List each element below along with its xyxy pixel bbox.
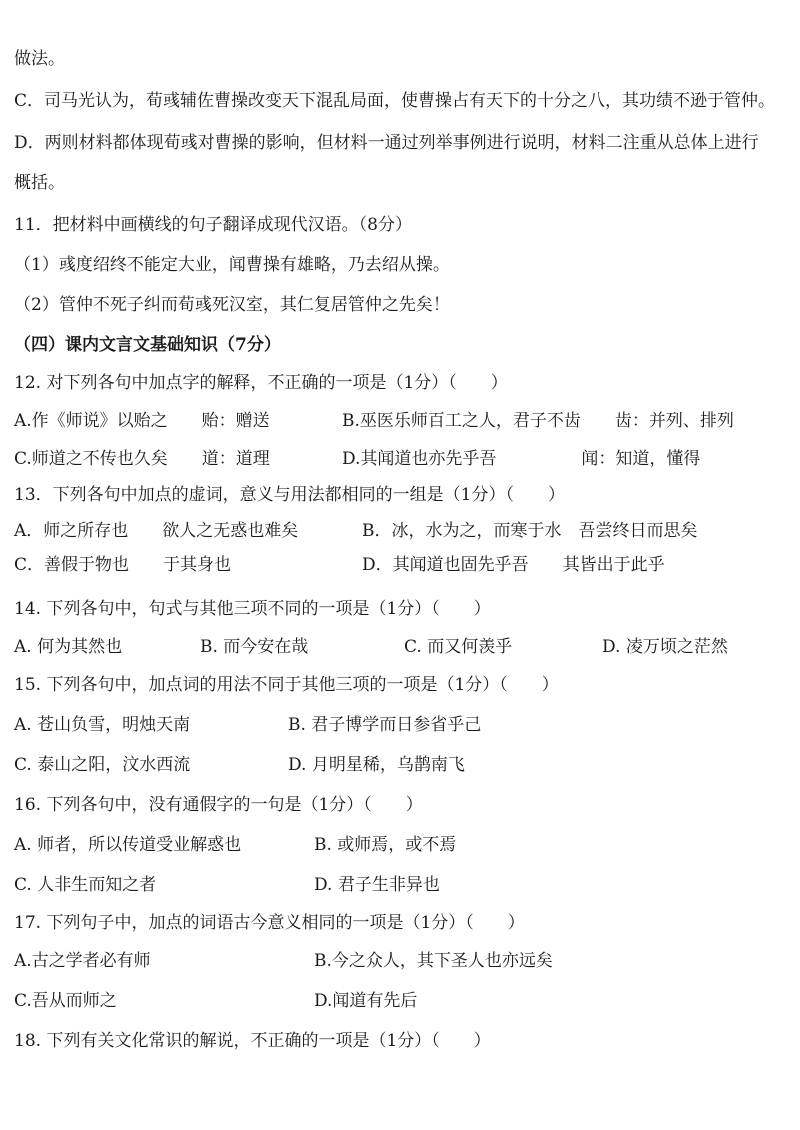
q15-option-d: D. 月明星稀，乌鹊南飞 bbox=[288, 755, 465, 775]
q14-option-a: A. 何为其然也 bbox=[14, 637, 123, 657]
q13-option-c: C．善假于物也 于其身也 bbox=[14, 555, 232, 575]
option-c-text: C．司马光认为，荀彧辅佐曹操改变天下混乱局面，使曹操占有天下的十分之八，其功绩不逊于管仲。 bbox=[14, 91, 776, 111]
q16-option-c: C. 人非生而知之者 bbox=[14, 875, 157, 895]
q12-option-d: D.其闻道也亦先乎吾 闻：知道，懂得 bbox=[342, 449, 701, 469]
q13-option-a: A．师之所存也 欲人之无惑也难矣 bbox=[14, 521, 299, 541]
question-15: 15. 下列各句中，加点词的用法不同于其他三项的一项是（1分）（ ） bbox=[14, 675, 559, 695]
q16-option-d: D. 君子生非异也 bbox=[314, 875, 440, 895]
question-17: 17. 下列句子中，加点的词语古今意义相同的一项是（1分）（ ） bbox=[14, 913, 525, 933]
option-d-text: D．两则材料都体现荀彧对曹操的影响，但材料一通过列举事例进行说明，材料二注重从总体上进行 bbox=[14, 133, 759, 153]
q15-option-c: C. 泰山之阳，汶水西流 bbox=[14, 755, 191, 775]
q12-option-c: C.师道之不传也久矣 道：道理 bbox=[14, 449, 270, 469]
continued-text: 做法。 bbox=[14, 49, 65, 69]
question-14: 14. 下列各句中，句式与其他三项不同的一项是（1分）（ ） bbox=[14, 599, 491, 619]
q17-option-a: A.古之学者必有师 bbox=[14, 951, 151, 971]
q13-option-b: B．冰，水为之，而寒于水 吾尝终日而思矣 bbox=[362, 521, 698, 541]
question-11: 11．把材料中画横线的句子翻译成现代汉语。（8分） bbox=[14, 215, 412, 235]
section-4-heading: （四）课内文言文基础知识（7分） bbox=[14, 335, 281, 355]
q12-option-b: B.巫医乐师百工之人，君子不齿 齿：并列、排列 bbox=[342, 411, 734, 431]
question-18: 18. 下列有关文化常识的解说，不正确的一项是（1分）（ ） bbox=[14, 1031, 491, 1051]
question-11-part-1: （1）彧度绍终不能定大业，闻曹操有雄略，乃去绍从操。 bbox=[14, 255, 450, 275]
q14-option-c: C. 而又何羡乎 bbox=[404, 637, 513, 657]
option-d-text-cont: 概括。 bbox=[14, 173, 65, 193]
q14-option-b: B. 而今安在哉 bbox=[200, 637, 309, 657]
question-16: 16. 下列各句中，没有通假字的一句是（1分）（ ） bbox=[14, 795, 423, 815]
q12-option-a: A.作《师说》以贻之 贻：赠送 bbox=[14, 411, 270, 431]
question-12: 12. 对下列各句中加点字的解释，不正确的一项是（1分）（ ） bbox=[14, 373, 508, 393]
q15-option-b: B. 君子博学而日参省乎己 bbox=[288, 715, 482, 735]
q16-option-a: A. 师者，所以传道受业解惑也 bbox=[14, 835, 242, 855]
q17-option-d: D.闻道有先后 bbox=[314, 991, 418, 1011]
q17-option-b: B.今之众人，其下圣人也亦远矣 bbox=[314, 951, 553, 971]
question-11-part-2: （2）管仲不死子纠而荀彧死汉室，其仁复居管仲之先矣！ bbox=[14, 295, 450, 315]
q14-option-d: D. 凌万顷之茫然 bbox=[602, 637, 728, 657]
q17-option-c: C.吾从而师之 bbox=[14, 991, 117, 1011]
q13-option-d: D．其闻道也固先乎吾 其皆出于此乎 bbox=[362, 555, 665, 575]
q15-option-a: A. 苍山负雪，明烛天南 bbox=[14, 715, 191, 735]
q16-option-b: B. 或师焉，或不焉 bbox=[314, 835, 457, 855]
question-13: 13．下列各句中加点的虚词，意义与用法都相同的一组是（1分）（ ） bbox=[14, 485, 565, 505]
